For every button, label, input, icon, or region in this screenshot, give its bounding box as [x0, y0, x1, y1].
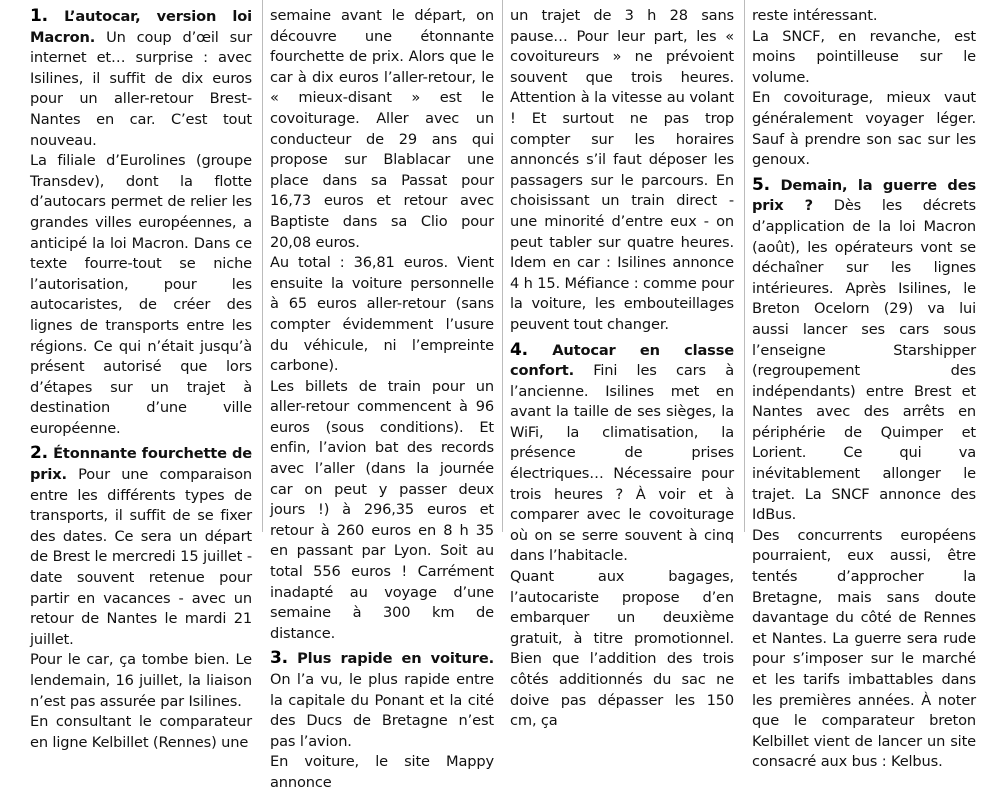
column-divider [744, 0, 745, 532]
paragraph-text: En voiture, le site Mappy annonce [270, 753, 494, 791]
body-paragraph [752, 526, 976, 773]
body-paragraph [270, 6, 494, 253]
paragraph-text: Des concurrents européens pourraient, eux aussi, être tentés d’approcher la Bretagne, mais sans doute davantage du côté de Rennes et Nantes. La guerre sera rude pour s’imposer sur le marché et les tarifs imbattables dans les premières années. À noter que le comparateur breton Kelbillet vient de lancer un site consacré aux bus : Kelbus. [752, 526, 976, 771]
body-paragraph [752, 88, 976, 170]
section-heading [270, 650, 494, 667]
section-title: L’autocar, version loi Macron. [30, 8, 252, 46]
body-paragraph [510, 567, 734, 732]
paragraph-text: Fini les cars à l’ancienne. Isilines met en avant la taille de ses sièges, la WiFi, la climatisation, la présence de prises électriques… Nécessaire pour trois heures ? À voir et à comparer avec le covoiturage où on se serre souvent à cinq dans l’habitacle. [510, 362, 734, 565]
section-paragraph [752, 175, 976, 526]
section-paragraph [30, 443, 252, 650]
column-1 [30, 6, 252, 751]
paragraph-text: En consultant le comparateur en ligne Kelbillet (Rennes) une [30, 713, 252, 751]
paragraph-text: La filiale d’Eurolines (groupe Transdev), dont la flotte d’autocars permet de relier les grandes villes européennes, a anticipé la loi Macron. Dans ce texte fourre-tout se niche l’autorisation, pour les autocaristes, de créer des lignes de transports entre les régions. Ce qui n’était jusqu’à présent autorisé que lors d’étapes sur un trajet à destination d’une ville européenne. [30, 152, 252, 437]
body-paragraph [270, 253, 494, 377]
section-title: Autocar en classe confort. [510, 341, 734, 380]
body-paragraph [270, 377, 494, 645]
paragraph-text: Un coup d’œil sur internet et… surprise : avec Isilines, il suffit de dix euros pour un aller-retour Brest-Nantes en car. C’est tout nouveau. [30, 28, 252, 149]
paragraph-text: On l’a vu, le plus rapide entre la capitale du Ponant et la cité des Ducs de Bretagne n’est pas l’avion. [270, 671, 494, 750]
body-paragraph [752, 6, 976, 27]
paragraph-text: Quant aux bagages, l’autocariste propose d’en embarquer un deuxième gratuit, à titre promotionnel. Bien que l’addition des trois côtés additionnés du sac ne doive pas dépasser les 150 cm, ça [510, 568, 734, 730]
paragraph-text: un trajet de 3 h 28 sans pause… Pour leur part, les « covoitureurs » ne prévoient souvent que trois heures. Attention à la vitesse au volant ! Et surtout ne pas trop compter sur les horaires annoncés s’il faut déposer les passagers sur le parcours. En choisissant un train direct - une minorité d’entre eux - on peut tabler sur quatre heures. Idem en car : Isilines annonce 4 h 15. Méfiance : comme pour la voiture, les embouteillages peuvent tout changer. [510, 7, 734, 333]
paragraph-text: Pour le car, ça tombe bien. Le lendemain, 16 juillet, la liaison n’est pas assurée par Isilines. [30, 651, 252, 710]
section-number: 2. [30, 443, 48, 464]
section-title: Demain, la guerre des prix ? [752, 176, 976, 215]
paragraph-text: En covoiturage, mieux vaut généralement voyager léger. Sauf à prendre son sac sur les genoux. [752, 89, 976, 169]
column-divider [262, 0, 263, 532]
section-number: 5. [752, 174, 770, 195]
section-number: 3. [270, 648, 288, 669]
body-paragraph [30, 151, 252, 439]
section-paragraph [270, 648, 494, 752]
body-paragraph [510, 6, 734, 336]
paragraph-text: Dès les décrets d’application de la loi Macron (août), les opérateurs vont se déchaîner sur les lignes intérieures. Après Isilines, le Breton Ocelorn (29) va lui aussi lancer ses cars sous l’enseigne Starshipper (regroupement des indépendants) entre Brest et Nantes avec des arrêts en périphérie de Quimper et Lorient. Ce qui va inévitablement allonger le trajet. La SNCF annonce des IdBus. [752, 197, 976, 524]
section-title: Plus rapide en voiture. [297, 650, 494, 668]
column-3 [510, 6, 734, 730]
paragraph-text: Pour une comparaison entre les différents types de transports, il suffit de se fixer des dates. Ce sera un départ de Brest le mercredi 15 juillet - date souvent retenue pour partir en vacances - avec un retour de Nantes le mardi 21 juillet. [30, 466, 252, 648]
paragraph-text: semaine avant le départ, on découvre une étonnante fourchette de prix. Alors que le car à dix euros l’aller-retour, le « mieux-disant » est le covoiturage. Aller avec un conducteur de 29 ans qui propose sur Blablacar une place dans sa Passat pour 16,73 euros et retour avec Baptiste dans sa Clio pour 20,08 euros. [270, 7, 494, 251]
paragraph-text: reste intéressant. [752, 7, 878, 24]
body-paragraph [30, 712, 252, 753]
section-title: Étonnante fourchette de prix. [30, 445, 252, 484]
column-2 [270, 6, 494, 791]
paragraph-text: Au total : 36,81 euros. Vient ensuite la voiture personnelle à 65 euros aller-retour (sans compter évidemment l’usure du véhicule, ni l’empreinte carbone). [270, 254, 494, 375]
column-divider [502, 0, 503, 532]
body-paragraph [752, 27, 976, 89]
section-paragraph [510, 340, 734, 568]
paragraph-text: La SNCF, en revanche, est moins pointilleuse sur le volume. [752, 27, 976, 86]
column-4 [752, 6, 976, 771]
body-paragraph [30, 650, 252, 712]
paragraph-text: Les billets de train pour un aller-retour commencent à 96 euros (sous conditions). Et enfin, l’avion bat des records avec l’aller (dans la journée car on peut y passer deux jours !) à 296,35 euros et retour à 260 euros en 8 h 35 en passant par Lyon. Soit au total 556 euros ! Carrément inadapté au voyage d’une semaine à 300 km de distance. [270, 377, 494, 642]
section-number: 1. [30, 6, 48, 26]
body-paragraph [270, 752, 494, 793]
section-paragraph [30, 6, 252, 151]
section-number: 4. [510, 339, 528, 360]
